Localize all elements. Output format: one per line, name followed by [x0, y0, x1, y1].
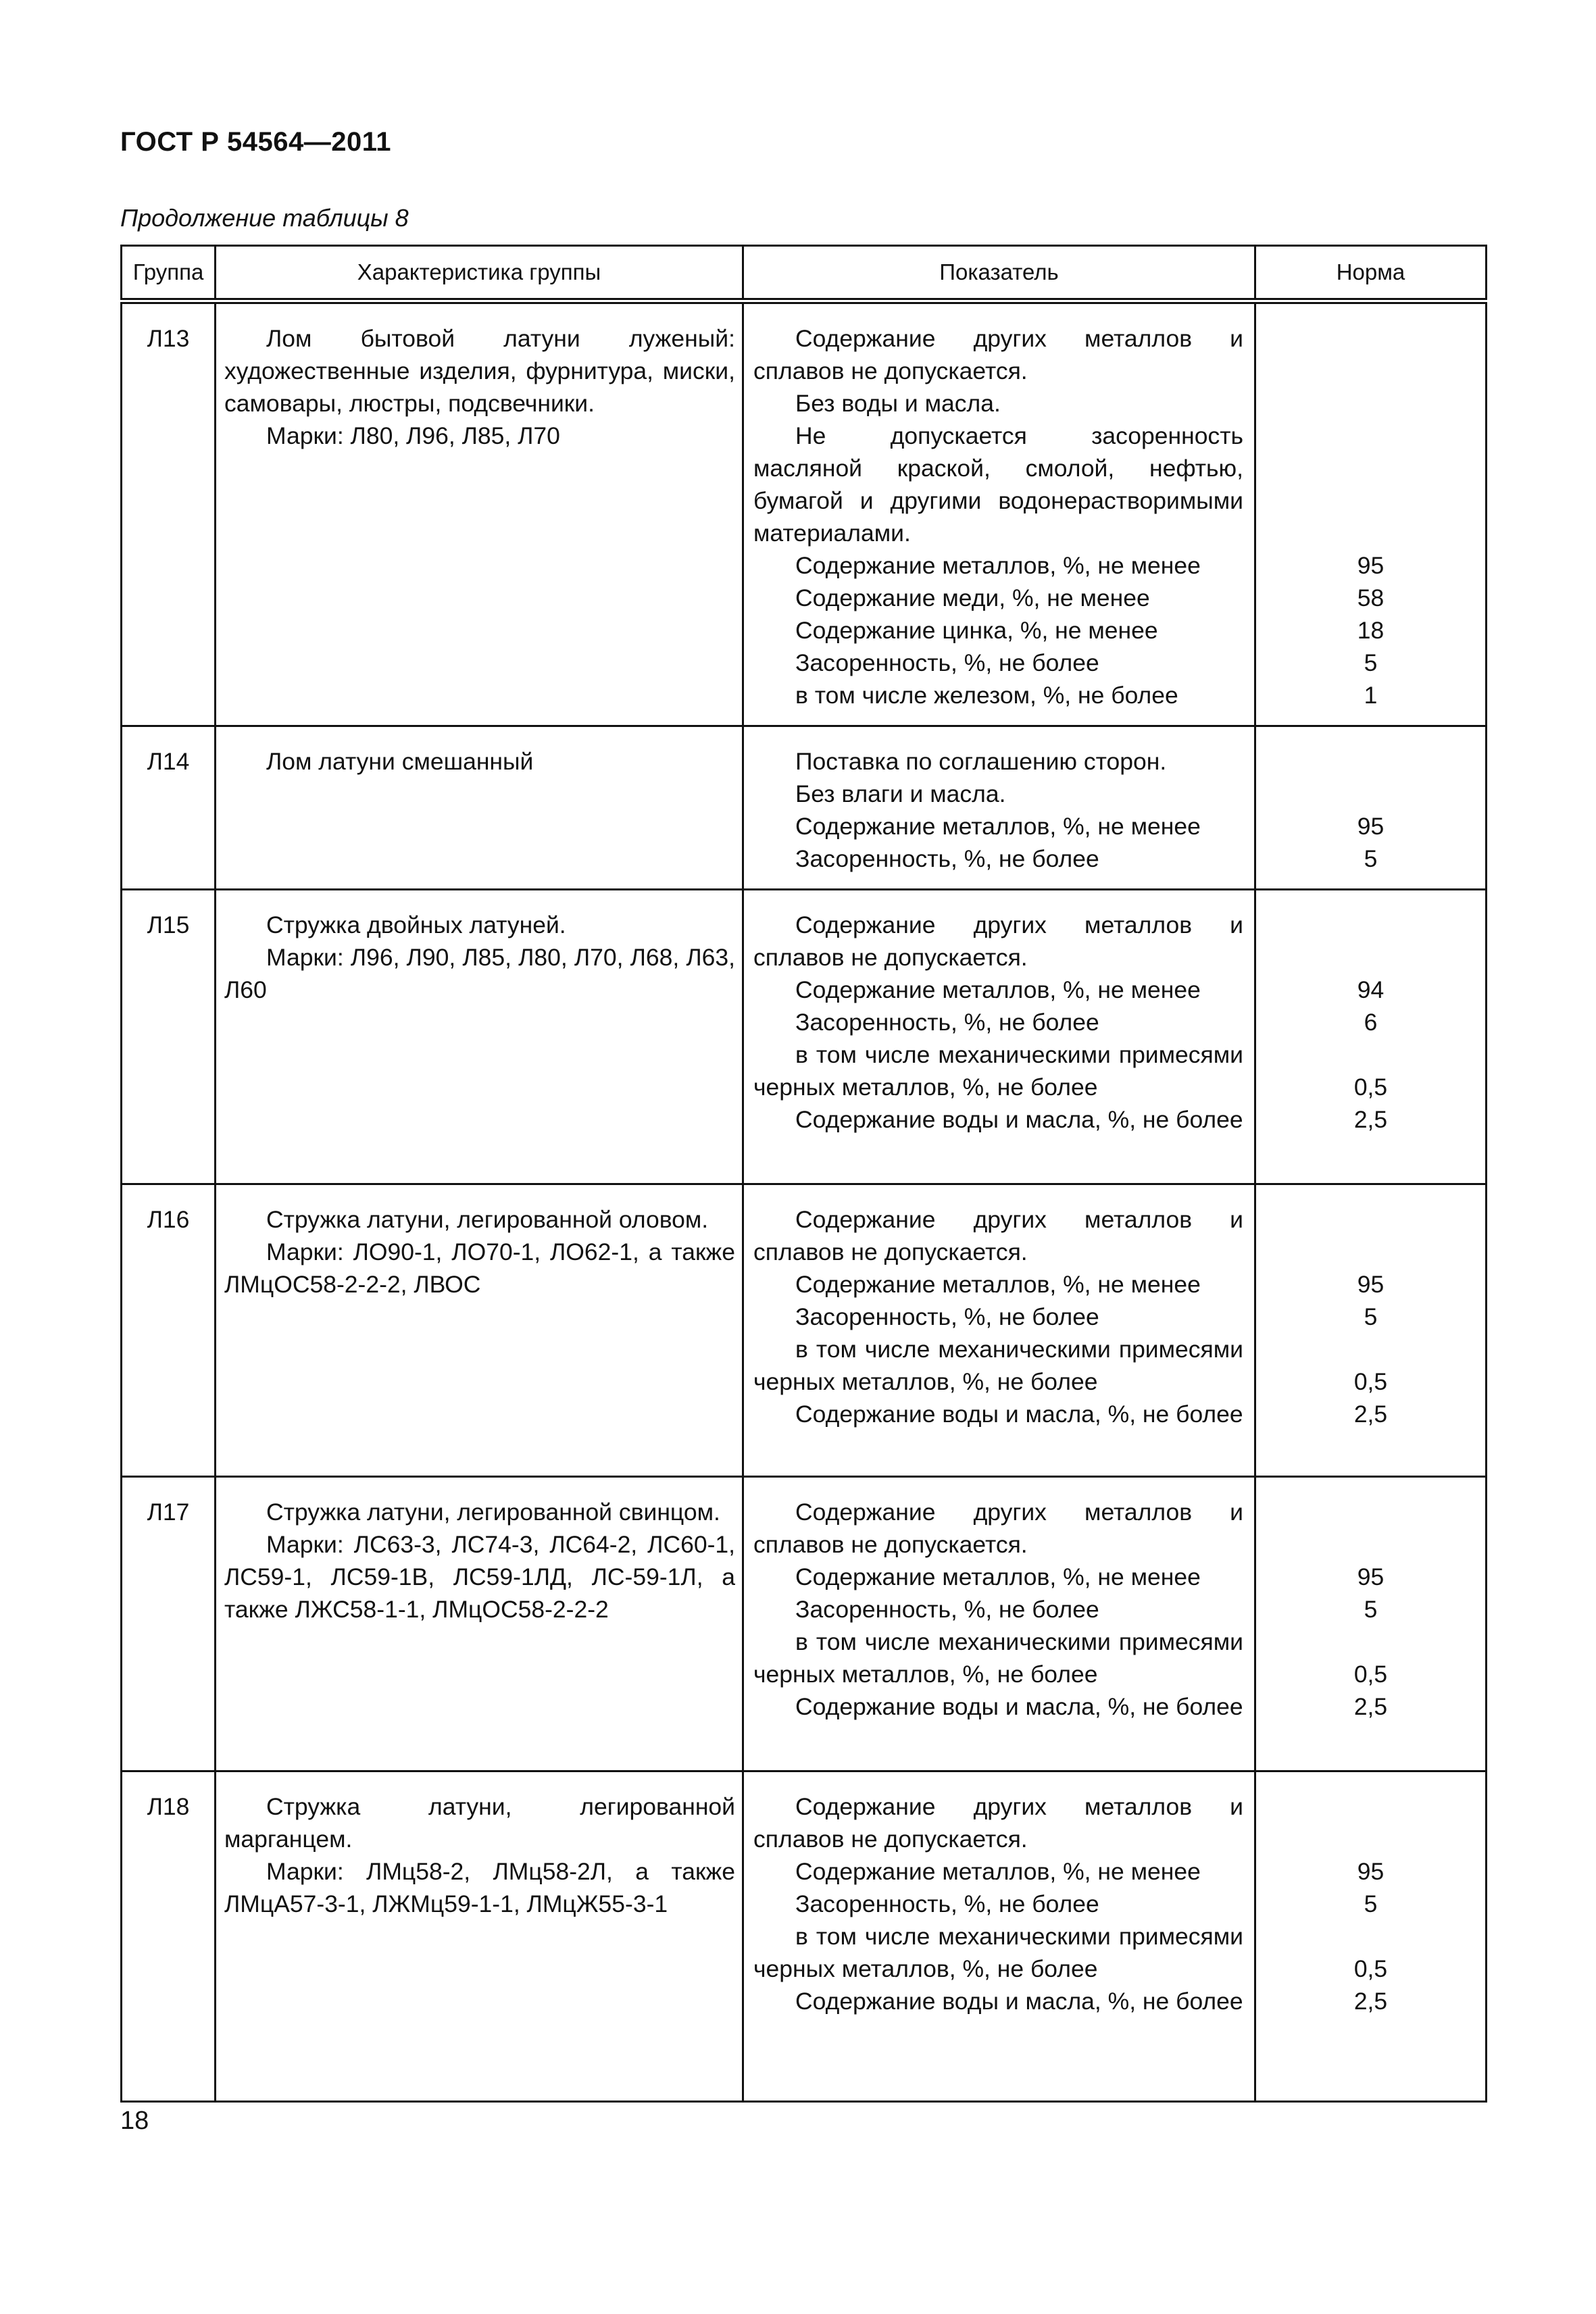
norm-value	[1256, 1236, 1485, 1268]
table-row	[122, 890, 1487, 1184]
norm-value: 5	[1364, 845, 1378, 872]
norm-value: 0,5	[1353, 1368, 1388, 1395]
indicator-text: в том числе механическими примесями черных металлов, %, не более	[753, 1923, 1243, 1982]
group-code: Л17	[122, 1477, 216, 1771]
norm-value	[1256, 745, 1485, 778]
indicator-text: Содержание металлов, %, не менее	[795, 1858, 1201, 1885]
characteristic-paragraph: Марки: ЛМц58-2, ЛМц58-2Л, а также ЛМцА57-3-1, ЛЖМц59-1-1, ЛМцЖ55-3-1	[224, 1858, 735, 1917]
norm-cell	[1255, 1184, 1487, 1477]
indicator-text: Содержание металлов, %, не менее	[795, 1563, 1201, 1590]
group-characteristic	[216, 1477, 743, 1771]
characteristic-paragraph: Лом латуни смешанный	[266, 748, 534, 775]
norm-value: 2,5	[1353, 1988, 1388, 2015]
indicator-text: Засоренность, %, не более	[795, 1009, 1099, 1036]
indicator-text: в том числе железом, %, не более	[795, 682, 1178, 709]
indicator-cell	[743, 890, 1255, 1184]
norm-value	[1256, 1528, 1485, 1561]
norm-value: 58	[1357, 584, 1385, 611]
indicator-text: Засоренность, %, не более	[795, 649, 1099, 676]
group-code: Л13	[122, 301, 216, 726]
table-row	[122, 1477, 1487, 1771]
norm-spacer	[1256, 1920, 1485, 1953]
table-header-row	[122, 246, 1487, 301]
indicator-cell	[743, 1771, 1255, 2102]
norm-value: 5	[1364, 649, 1378, 676]
group-code: Л18	[122, 1771, 216, 2102]
characteristic-paragraph: Стружка латуни, легированной оловом.	[266, 1206, 709, 1233]
table-body	[122, 301, 1487, 2102]
column-header-group: Группа	[122, 246, 216, 301]
indicator-text: Содержание металлов, %, не менее	[795, 552, 1201, 579]
norm-spacer	[1256, 1203, 1485, 1236]
table-caption: Продолжение таблицы 8	[120, 204, 409, 232]
norm-spacer	[1256, 484, 1485, 517]
indicator-text: Содержание других металлов и сплавов не допускается.	[753, 1499, 1243, 1558]
column-header-characteristic: Характеристика группы	[216, 246, 743, 301]
characteristic-paragraph: Стружка латуни, легированной марганцем.	[224, 1793, 735, 1853]
norm-value: 5	[1364, 1596, 1378, 1623]
norm-cell	[1255, 1771, 1487, 2102]
indicator-text: Засоренность, %, не более	[795, 1596, 1099, 1623]
norm-spacer	[1256, 1626, 1485, 1658]
norm-cell	[1255, 726, 1487, 890]
norm-spacer	[1256, 322, 1485, 355]
document-id: ГОСТ Р 54564—2011	[120, 127, 391, 157]
indicator-text: в том числе механическими примесями черных металлов, %, не более	[753, 1336, 1243, 1395]
norm-spacer	[1256, 1790, 1485, 1823]
norm-spacer	[1256, 420, 1485, 452]
norm-value: 95	[1357, 1271, 1385, 1298]
indicator-text: Содержание металлов, %, не менее	[795, 976, 1201, 1003]
indicator-text: Содержание воды и масла, %, не более	[795, 1693, 1243, 1720]
indicator-text: Содержание воды и масла, %, не более	[795, 1988, 1243, 2015]
norm-value: 18	[1357, 617, 1385, 644]
indicator-text: Содержание других металлов и сплавов не допускается.	[753, 325, 1243, 384]
group-code: Л16	[122, 1184, 216, 1477]
group-characteristic	[216, 1184, 743, 1477]
indicator-text: Содержание других металлов и сплавов не допускается.	[753, 911, 1243, 971]
norm-spacer	[1256, 1038, 1485, 1071]
indicator-text: Содержание меди, %, не менее	[795, 584, 1150, 611]
indicator-text: Содержание металлов, %, не менее	[795, 1271, 1201, 1298]
characteristic-paragraph: Лом бытовой латуни луженый: художественные изделия, фурнитура, миски, самовары, люстры, подсвечники.	[224, 325, 735, 417]
indicator-text: Содержание других металлов и сплавов не допускается.	[753, 1206, 1243, 1265]
norm-value	[1256, 1823, 1485, 1855]
column-header-indicator: Показатель	[743, 246, 1255, 301]
indicator-text: Содержание других металлов и сплавов не допускается.	[753, 1793, 1243, 1853]
norm-cell	[1255, 1477, 1487, 1771]
norm-value: 95	[1357, 1858, 1385, 1885]
table-row	[122, 1771, 1487, 2102]
column-header-norm: Норма	[1255, 246, 1487, 301]
norm-cell	[1255, 301, 1487, 726]
norm-value: 95	[1357, 1563, 1385, 1590]
norm-value: 2,5	[1353, 1401, 1388, 1428]
norm-value: 0,5	[1353, 1074, 1388, 1101]
indicator-text: в том числе механическими примесями черных металлов, %, не более	[753, 1628, 1243, 1688]
norm-value: 2,5	[1353, 1693, 1388, 1720]
norm-value: 0,5	[1353, 1955, 1388, 1982]
norm-value	[1256, 778, 1485, 810]
norm-value	[1256, 517, 1485, 549]
group-code: Л14	[122, 726, 216, 890]
indicator-text: Без влаги и масла.	[795, 780, 1006, 807]
indicator-cell	[743, 301, 1255, 726]
group-characteristic	[216, 726, 743, 890]
norm-value: 5	[1364, 1303, 1378, 1330]
indicator-text: Содержание воды и масла, %, не более	[795, 1401, 1243, 1428]
norm-spacer	[1256, 909, 1485, 941]
group-characteristic	[216, 301, 743, 726]
characteristic-paragraph: Стружка двойных латуней.	[266, 911, 566, 938]
norm-value: 1	[1364, 682, 1378, 709]
norm-value: 94	[1357, 976, 1385, 1003]
indicator-text: Засоренность, %, не более	[795, 1303, 1099, 1330]
indicator-text: в том числе механическими примесями черных металлов, %, не более	[753, 1041, 1243, 1101]
indicator-text: Поставка по соглашению сторон.	[795, 748, 1167, 775]
norm-cell	[1255, 890, 1487, 1184]
norm-spacer	[1256, 1333, 1485, 1365]
group-characteristic	[216, 1771, 743, 2102]
indicator-text: Содержание металлов, %, не менее	[795, 813, 1201, 840]
table-row	[122, 301, 1487, 726]
indicator-text: Содержание цинка, %, не менее	[795, 617, 1158, 644]
indicator-text: Засоренность, %, не более	[795, 1890, 1099, 1917]
indicator-text: Засоренность, %, не более	[795, 845, 1099, 872]
norm-value	[1256, 941, 1485, 974]
norm-value: 95	[1357, 813, 1385, 840]
norm-value: 0,5	[1353, 1661, 1388, 1688]
norm-spacer	[1256, 452, 1485, 484]
characteristic-paragraph: Марки: ЛО90-1, ЛО70-1, ЛО62-1, а также ЛМцОС58-2-2-2, ЛВОС	[224, 1238, 735, 1298]
group-code: Л15	[122, 890, 216, 1184]
norm-value: 6	[1364, 1009, 1378, 1036]
characteristic-paragraph: Марки: Л96, Л90, Л85, Л80, Л70, Л68, Л63, Л60	[224, 944, 735, 1003]
norm-spacer	[1256, 1496, 1485, 1528]
norm-value: 2,5	[1353, 1106, 1388, 1133]
norm-value	[1256, 355, 1485, 387]
norm-value: 5	[1364, 1890, 1378, 1917]
table-row	[122, 1184, 1487, 1477]
characteristic-paragraph: Стружка латуни, легированной свинцом.	[266, 1499, 720, 1526]
norm-value: 95	[1357, 552, 1385, 579]
indicator-text: Не допускается засоренность масляной краской, смолой, нефтью, бумагой и другими водонерастворимыми материалами.	[753, 422, 1243, 547]
characteristic-paragraph: Марки: Л80, Л96, Л85, Л70	[266, 422, 560, 449]
group-characteristic	[216, 890, 743, 1184]
norm-value	[1256, 387, 1485, 420]
indicator-cell	[743, 1477, 1255, 1771]
indicator-text: Без воды и масла.	[795, 390, 1001, 417]
characteristic-paragraph: Марки: ЛС63-3, ЛС74-3, ЛС64-2, ЛС60-1, ЛС59-1, ЛС59-1В, ЛС59-1ЛД, ЛС-59-1Л, а также ЛЖС58-1-1, ЛМцОС58-2-2-2	[224, 1531, 735, 1623]
indicator-cell	[743, 1184, 1255, 1477]
indicator-text: Содержание воды и масла, %, не более	[795, 1106, 1243, 1133]
indicator-cell	[743, 726, 1255, 890]
page-number: 18	[120, 2107, 149, 2135]
table-row	[122, 726, 1487, 890]
requirements-table	[120, 245, 1487, 2103]
